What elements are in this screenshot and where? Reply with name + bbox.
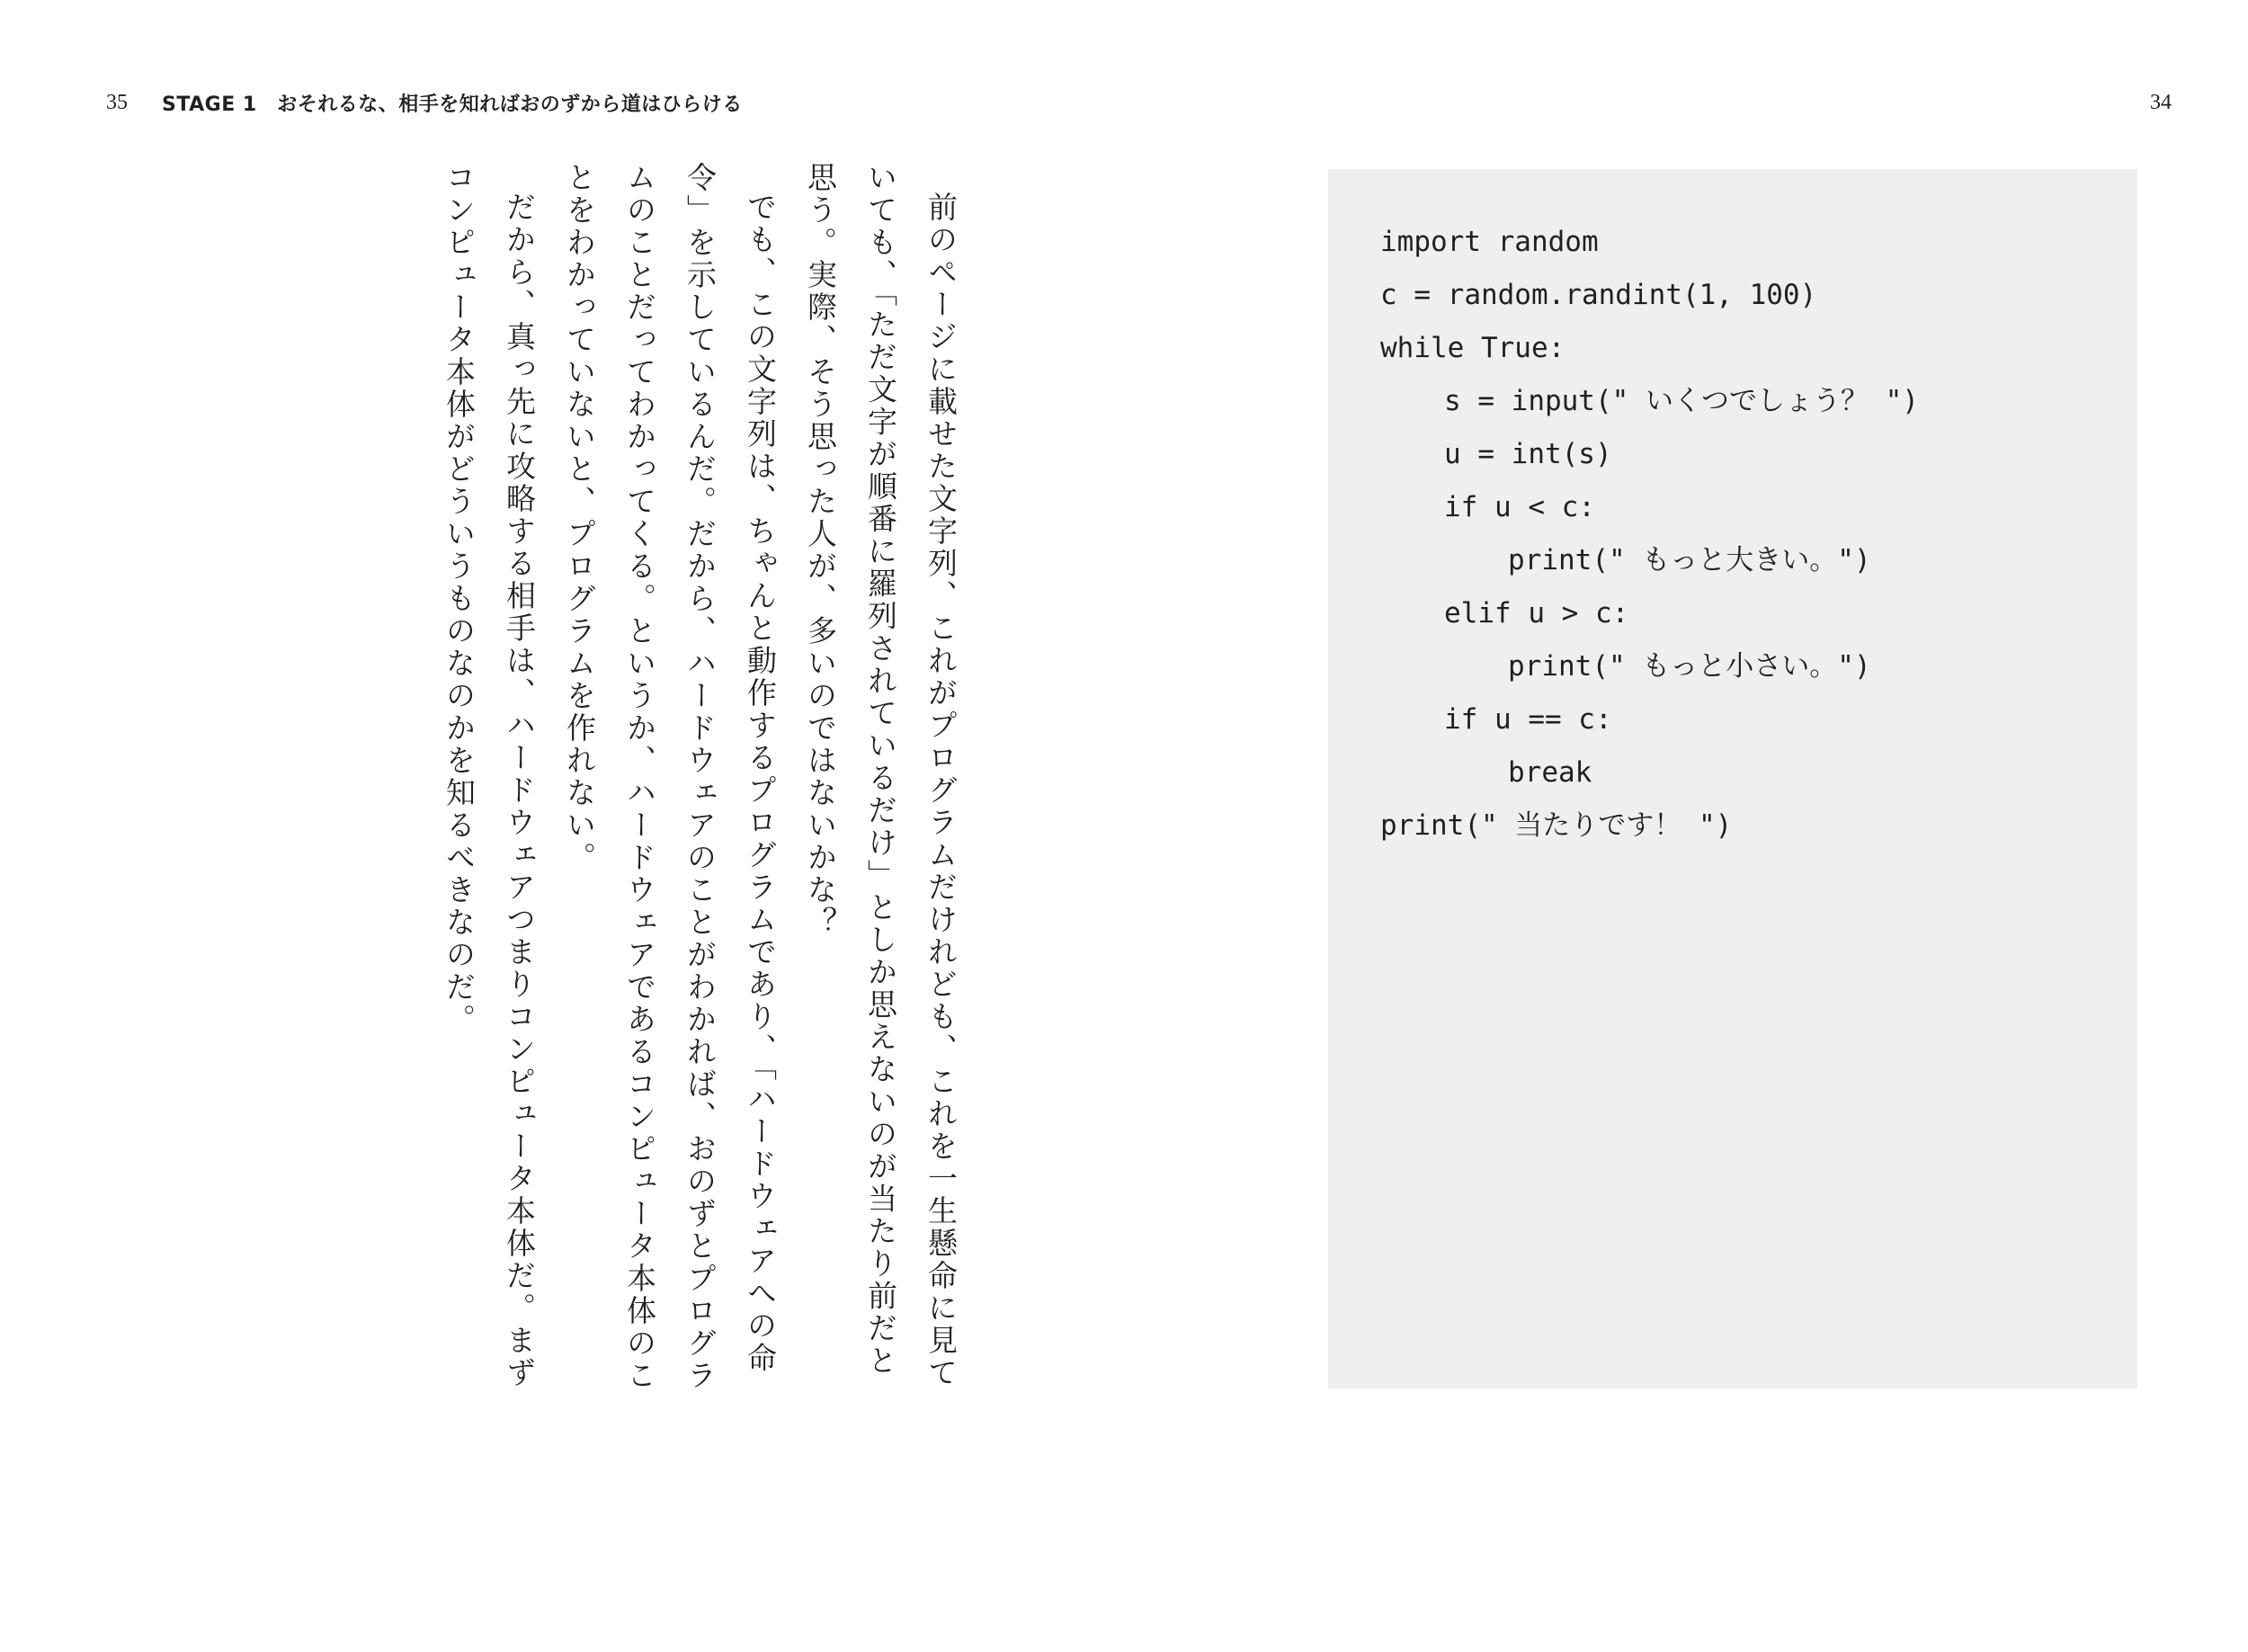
code-line: if u < c: <box>1444 491 1595 523</box>
code-line: while True: <box>1380 332 1566 364</box>
code-line: print(" 当たりです！ ") <box>1380 809 1733 842</box>
paragraph-3: だから、真っ先に攻略する相手は、ハードウェアつまりコンピュータ本体だ。まずコンピュータ本体がどういうものなのかを知るべきなのだ。 <box>442 162 537 1389</box>
code-listing-panel <box>1328 169 2137 1389</box>
left-page-number: 35 <box>106 90 128 114</box>
code-line: print(" もっと大きい。") <box>1508 544 1871 576</box>
code-line: elif u > c: <box>1444 597 1629 630</box>
code-line: u = int(s) <box>1444 438 1612 470</box>
right-running-header <box>2150 85 2172 121</box>
paragraph-2: でも、この文字列は、ちゃんと動作するプログラムであり、「ハードウェアへの命令」を示しているんだ。だから、ハードウェアのことがわかれば、おのずとプログラムのことだってわかってくる。というか、ハードウェアであるコンピュータ本体のことをわかっていないと、プログラムを作れない。 <box>562 162 778 1392</box>
paragraph-1: 前のページに載せた文字列、これがプログラムだけれども、これを一生懸命に見ていても、「ただ文字が順番に羅列されているだけ」としか思えないのが当たり前だと思う。実際、そう思った人が、多いのではないかな？ <box>803 162 959 1389</box>
code-line: import random <box>1380 226 1599 258</box>
code-line: if u == c: <box>1444 703 1612 736</box>
code-line: break <box>1508 756 1592 789</box>
code-line: c = random.randint(1, 100) <box>1380 279 1817 311</box>
code-line: print(" もっと小さい。") <box>1508 650 1871 683</box>
code-line: s = input(" いくつでしょう？ ") <box>1444 385 1919 417</box>
vertical-body-text <box>360 162 971 1403</box>
running-header <box>106 85 743 121</box>
right-page-number: 34 <box>2150 90 2172 114</box>
chapter-title: STAGE 1 おそれるな、相手を知ればおのずから道はひらける <box>162 93 743 116</box>
